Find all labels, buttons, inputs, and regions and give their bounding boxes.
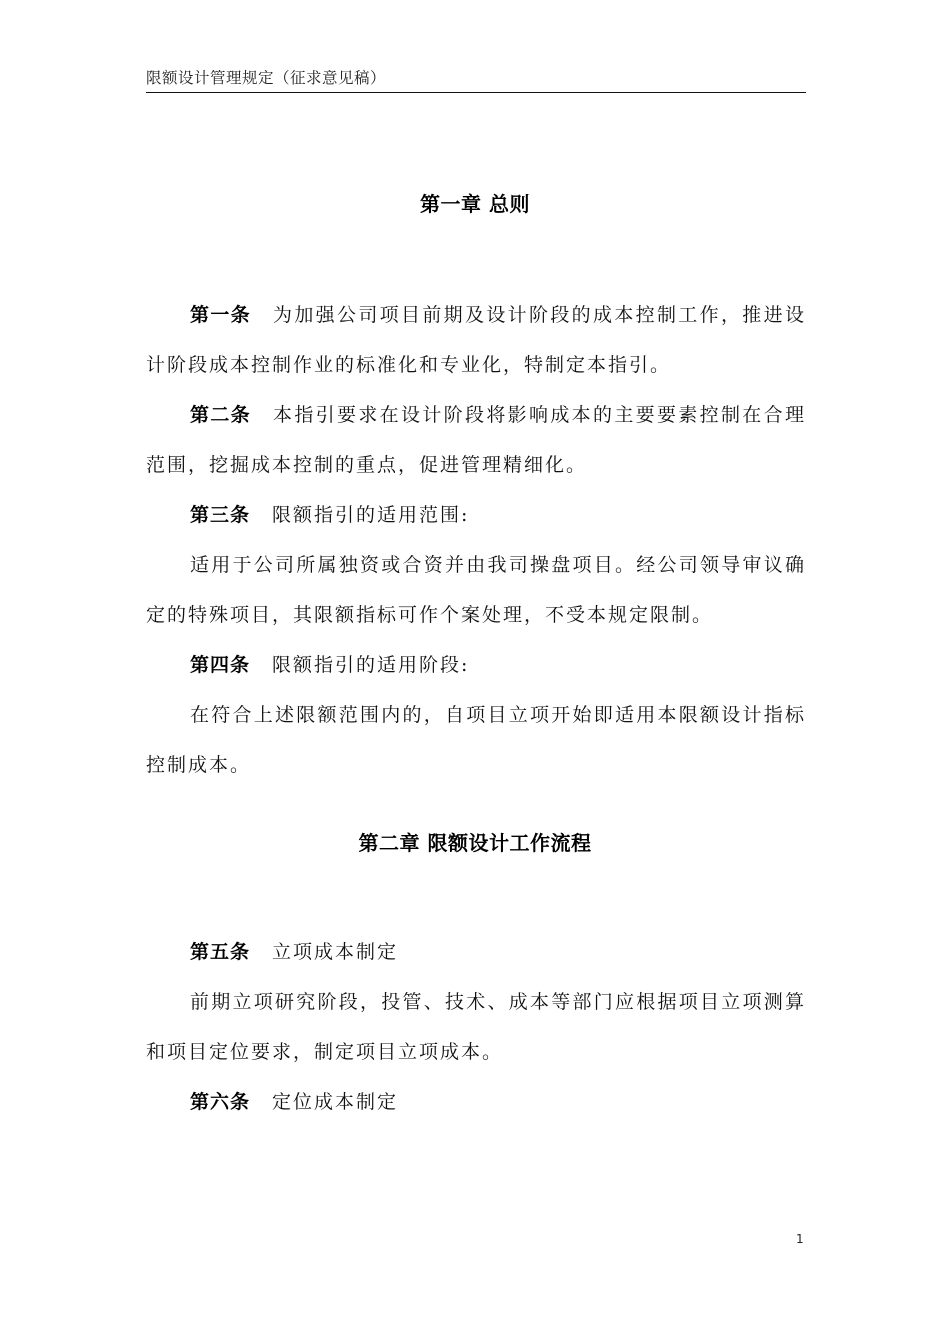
article-2-label: 第二条 <box>190 404 251 426</box>
article-3-text: 限额指引的适用范围: <box>272 504 470 526</box>
article-1-text: 为加强公司项目前期及设计阶段的成本控制工作，推进设计阶段成本控制作业的标准化和专业化，特制定本指引。 <box>146 304 806 376</box>
article-3-label: 第三条 <box>190 504 251 526</box>
article-6-label: 第六条 <box>190 1091 251 1113</box>
article-6 <box>146 1077 806 1127</box>
article-2 <box>146 390 806 490</box>
article-4 <box>146 640 806 690</box>
article-3-body: 适用于公司所属独资或合资并由我司操盘项目。经公司领导审议确定的特殊项目，其限额指标可作个案处理，不受本规定限制。 <box>146 554 806 626</box>
chapter-2-title: 第二章 限额设计工作流程 <box>358 831 592 855</box>
article-5 <box>146 927 806 977</box>
article-4-text: 限额指引的适用阶段: <box>272 654 470 676</box>
article-3 <box>146 490 806 540</box>
page-number: 1 <box>796 1232 804 1246</box>
article-1 <box>146 290 806 390</box>
article-5-text: 立项成本制定 <box>272 941 399 963</box>
article-2-text: 本指引要求在设计阶段将影响成本的主要要素控制在合理范围，挖掘成本控制的重点，促进管理精细化。 <box>146 404 806 476</box>
running-header: 限额设计管理规定（征求意见稿） <box>146 66 806 93</box>
chapter-1-title: 第一章 总则 <box>420 192 530 216</box>
article-6-text: 定位成本制定 <box>272 1091 399 1113</box>
article-4-body: 在符合上述限额范围内的，自项目立项开始即适用本限额设计指标控制成本。 <box>146 704 806 776</box>
article-5-label: 第五条 <box>190 941 251 963</box>
article-5-body: 前期立项研究阶段，投管、技术、成本等部门应根据项目立项测算和项目定位要求，制定项目立项成本。 <box>146 991 806 1063</box>
article-1-label: 第一条 <box>190 304 251 326</box>
article-4-label: 第四条 <box>190 654 251 676</box>
